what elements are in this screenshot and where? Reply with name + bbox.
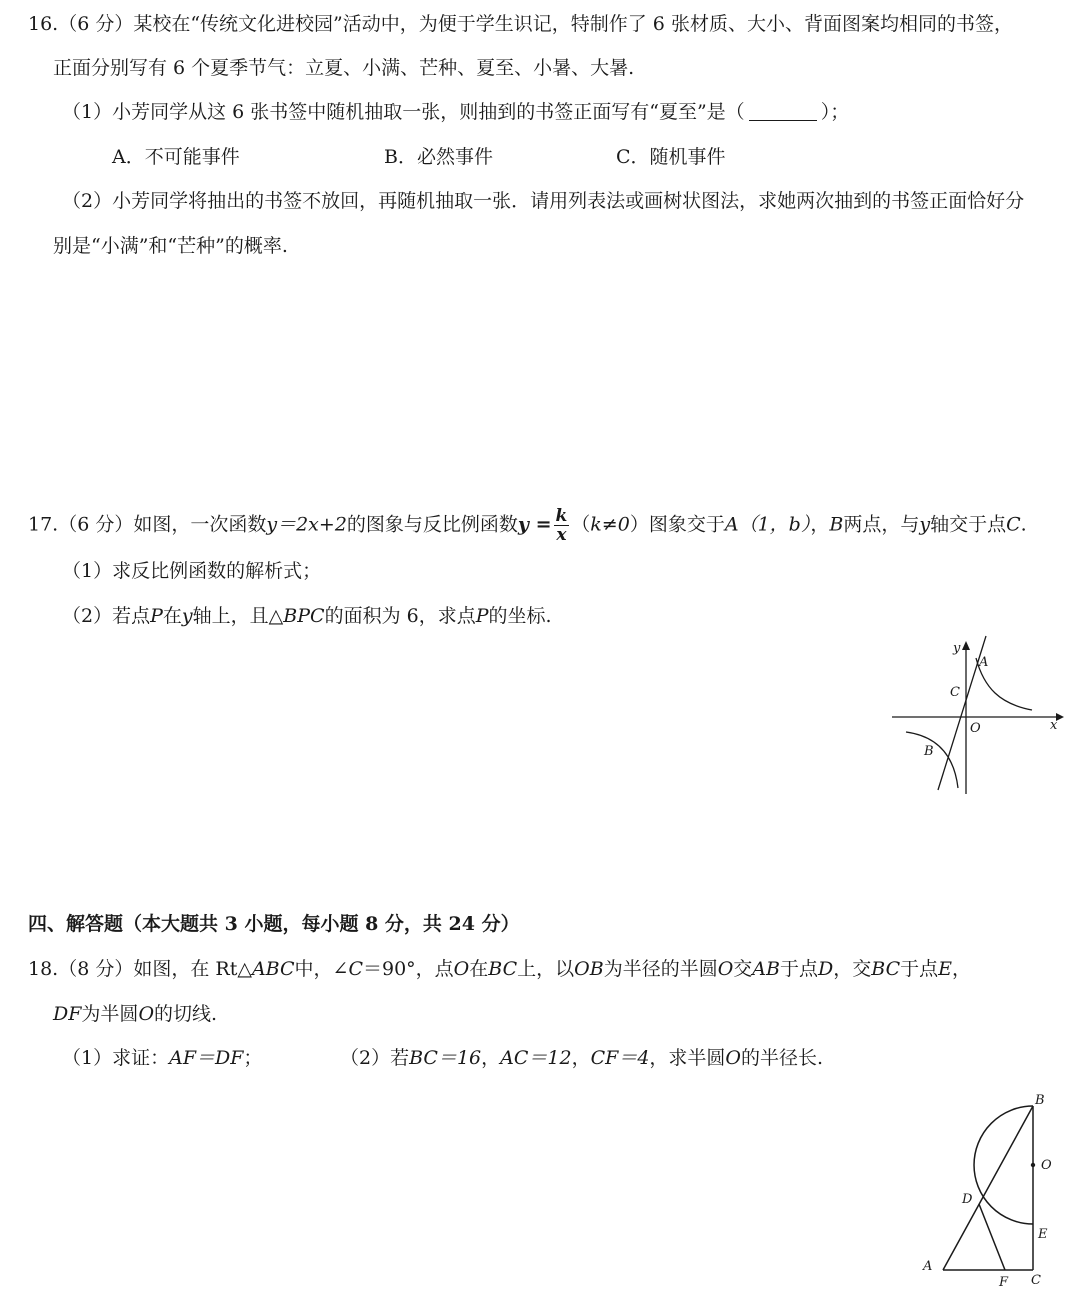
q18-p2-text: ， bbox=[481, 1047, 501, 1069]
given-cf: CF＝4 bbox=[590, 1047, 650, 1069]
q18-p2-text: ， bbox=[571, 1047, 591, 1069]
label-b: B bbox=[1035, 1093, 1045, 1108]
point-o: O bbox=[717, 958, 734, 980]
q18-text: 上，以 bbox=[517, 958, 575, 980]
label-e: E bbox=[1038, 1227, 1048, 1242]
q18-p2-text: 的半径长. bbox=[741, 1047, 824, 1069]
q17-text: 两点，与 bbox=[843, 513, 920, 536]
q17-p2-text: （2）若点 bbox=[62, 605, 151, 627]
label-x: x bbox=[1050, 718, 1058, 733]
label-f: F bbox=[999, 1275, 1009, 1290]
point-c: C bbox=[1006, 513, 1021, 536]
segment-df: DF bbox=[53, 1003, 82, 1025]
q16-option-b: B．必然事件 bbox=[384, 146, 493, 168]
q16-option-c: C．随机事件 bbox=[616, 146, 726, 168]
fraction-k-over-x bbox=[554, 507, 570, 544]
point-d: D bbox=[818, 958, 834, 980]
q18-text: ，交 bbox=[833, 958, 872, 980]
point-e: E bbox=[938, 958, 952, 980]
q18-text: ， bbox=[952, 958, 972, 980]
axis-y: y bbox=[181, 605, 193, 627]
q17-part2 bbox=[62, 603, 552, 629]
k-condition: k≠0 bbox=[590, 513, 630, 536]
q17-p2-text: 的面积为 6，求点 bbox=[324, 605, 476, 627]
given-ac: AC＝12 bbox=[500, 1047, 572, 1069]
q17-text: ， bbox=[810, 513, 830, 536]
point-p: P bbox=[150, 605, 163, 627]
segment-bc: BC bbox=[871, 958, 901, 980]
hyperbola-branch-3 bbox=[906, 732, 958, 788]
q18-line1 bbox=[28, 956, 971, 982]
label-a: A bbox=[979, 655, 989, 670]
triangle-abc: ABC bbox=[251, 958, 295, 980]
point-o-dot bbox=[1031, 1163, 1035, 1167]
q16-part2-line1: （2）小芳同学将抽出的书签不放回，再随机抽取一张．请用列表法或画树状图法，求她两次抽到的书签正面恰好分 bbox=[62, 190, 1025, 212]
label-y: y bbox=[953, 641, 961, 656]
q17-text: 的图象与反比例函数 bbox=[346, 513, 518, 536]
point-p: P bbox=[475, 605, 489, 627]
point-o: O bbox=[453, 958, 470, 980]
label-a: A bbox=[923, 1259, 933, 1274]
label-d: D bbox=[962, 1192, 973, 1207]
fraction-numerator: k bbox=[555, 506, 568, 526]
segment-bc: BC bbox=[488, 958, 518, 980]
q18-line2 bbox=[53, 1001, 217, 1027]
segment-ab-line bbox=[943, 1106, 1033, 1270]
q16-part1-text: （1）小芳同学从这 6 张书签中随机抽取一张，则抽到的书签正面写有“夏至”是（ bbox=[62, 101, 745, 123]
q18-p2-text: ，求半圆 bbox=[649, 1047, 726, 1069]
answer-blank[interactable] bbox=[749, 120, 817, 121]
q18-figure bbox=[915, 1090, 1065, 1305]
angle-c: C bbox=[348, 958, 363, 980]
given-bc: BC＝16 bbox=[409, 1047, 482, 1069]
inverse-function-lhs: y = bbox=[517, 513, 552, 536]
point-b: B bbox=[829, 513, 844, 536]
q16-line2: 正面分别写有 6 个夏季节气：立夏、小满、芒种、夏至、小暑、大暑. bbox=[53, 57, 635, 79]
q16-part1-end: ）； bbox=[820, 101, 850, 123]
q18-text: 中，∠ bbox=[294, 958, 349, 980]
axis-y: y bbox=[919, 513, 931, 536]
q16-part1 bbox=[62, 99, 849, 125]
linear-function: y＝2x+2 bbox=[266, 513, 347, 536]
label-c: C bbox=[950, 685, 960, 700]
q17-p2-text: 在 bbox=[162, 605, 182, 627]
q17-p2-text: 的坐标. bbox=[488, 605, 552, 627]
point-a: A（1，b） bbox=[724, 513, 811, 536]
semicircle-o bbox=[974, 1106, 1033, 1224]
q16-part2-line2: 别是“小满”和“芒种”的概率. bbox=[53, 235, 288, 257]
q17-part1: （1）求反比例函数的解析式； bbox=[62, 560, 322, 582]
point-o: O bbox=[725, 1047, 741, 1069]
q18-text: 在 bbox=[469, 958, 489, 980]
q18-text: ＝90°，点 bbox=[362, 958, 454, 980]
q18-p2-text: （2）若 bbox=[340, 1047, 410, 1069]
q17-text: ）图象交于 bbox=[629, 513, 725, 536]
q18-part2 bbox=[340, 1045, 823, 1071]
q18-p1-text: （1）求证： bbox=[62, 1047, 170, 1069]
segment-ob: OB bbox=[574, 958, 604, 980]
label-b: B bbox=[924, 744, 934, 759]
q18-text: 为半圆 bbox=[81, 1003, 139, 1025]
y-axis-arrow bbox=[962, 641, 970, 650]
q18-text: 于点 bbox=[779, 958, 818, 980]
q16-line1: 16.（6 分）某校在“传统文化进校园”活动中，为便于学生识记，特制作了 6 张材质、大小、背面图案均相同的书签， bbox=[28, 13, 1013, 35]
segment-ab: AB bbox=[752, 958, 780, 980]
q17-text: 轴交于点 bbox=[930, 513, 1007, 536]
equation-af-df: AF＝DF bbox=[169, 1047, 244, 1069]
q17-text: . bbox=[1020, 513, 1027, 536]
q17-text: 17.（6 分）如图，一次函数 bbox=[28, 513, 267, 536]
label-c: C bbox=[1031, 1273, 1041, 1288]
q18-text: 18.（8 分）如图，在 Rt△ bbox=[28, 958, 252, 980]
q18-p1-text: ； bbox=[243, 1047, 263, 1069]
point-o: O bbox=[138, 1003, 155, 1025]
triangle-bpc: BPC bbox=[283, 605, 325, 627]
label-o: O bbox=[1041, 1158, 1052, 1173]
q18-text: 交 bbox=[733, 958, 753, 980]
q16-option-a: A．不可能事件 bbox=[112, 146, 240, 168]
q18-part1 bbox=[62, 1045, 262, 1071]
q17-text: （ bbox=[571, 513, 591, 536]
q18-text: 为半径的半圆 bbox=[603, 958, 718, 980]
section-heading: 四、解答题（本大题共 3 小题，每小题 8 分，共 24 分） bbox=[28, 913, 520, 935]
q17-figure bbox=[888, 630, 1068, 800]
q18-text: 于点 bbox=[900, 958, 939, 980]
label-o: O bbox=[970, 721, 981, 736]
q17-p2-text: 轴上，且△ bbox=[192, 605, 284, 627]
fraction-denominator: x bbox=[556, 525, 567, 545]
q17-intro bbox=[28, 507, 1027, 544]
q18-text: 的切线. bbox=[154, 1003, 218, 1025]
